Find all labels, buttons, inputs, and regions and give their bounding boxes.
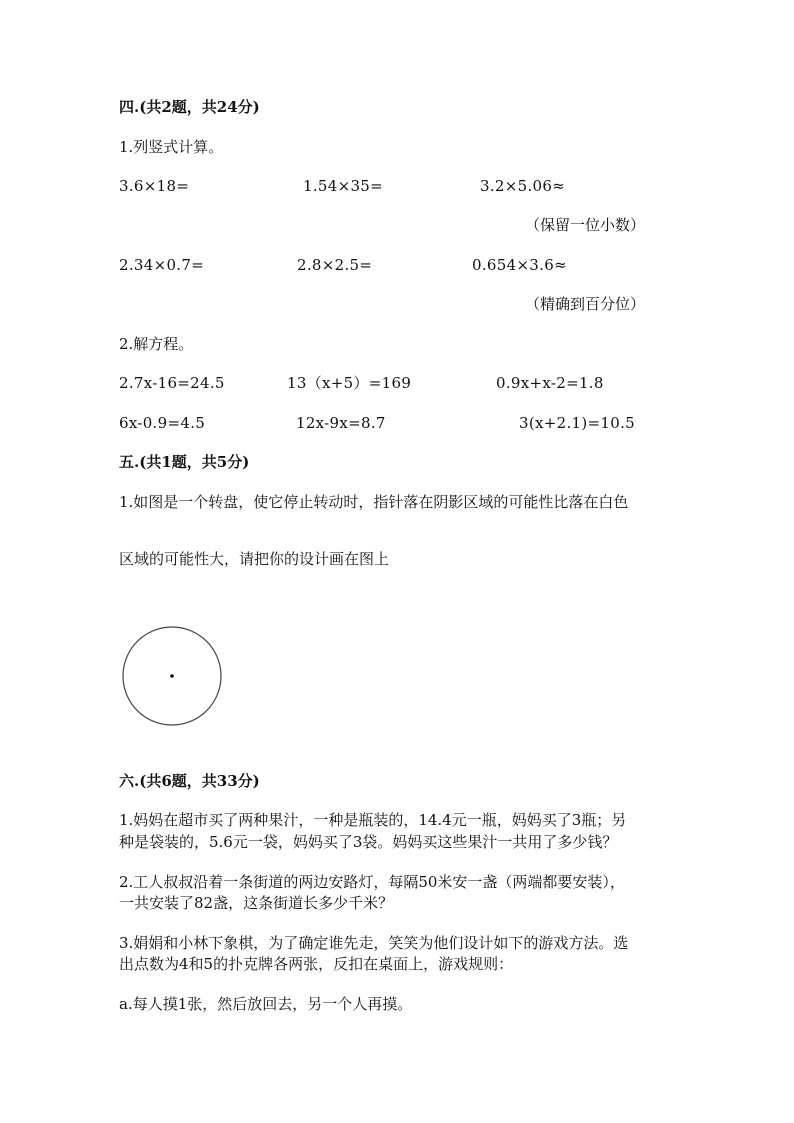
section-6-q3-rule-a: a.每人摸1张，然后放回去，另一个人再摸。 <box>119 995 413 1013</box>
equation-item: 0.9x+x-2=1.8 <box>496 374 604 392</box>
spinner-circle[interactable] <box>119 624 225 730</box>
calc-item: 3.6×18= <box>119 177 190 195</box>
section-6-q2-line2: 一共安装了82盏，这条街道长多少千米？ <box>119 894 394 912</box>
section-4-title: 四.(共2题，共24分) <box>119 98 260 116</box>
section-5-title: 五.(共1题，共5分) <box>119 453 250 471</box>
section-6-q3-line2: 出点数为4和5的扑克牌各两张，反扣在桌面上，游戏规则： <box>119 955 514 973</box>
section-6-q1-line1: 1.妈妈在超市买了两种果汁，一种是瓶装的，14.4元一瓶，妈妈买了3瓶；另 <box>119 811 627 829</box>
calc-item: 2.34×0.7= <box>119 256 205 274</box>
section-5-q1-line2: 区域的可能性大，请把你的设计画在图上 <box>119 550 390 568</box>
calc-item: 2.8×2.5= <box>297 256 373 274</box>
calc-note: （精确到百分位） <box>525 295 646 313</box>
spinner-center-dot <box>170 674 174 678</box>
section-5-q1-line1: 1.如图是一个转盘，使它停止转动时，指针落在阴影区域的可能性比落在白色 <box>119 493 629 511</box>
calc-item: 0.654×3.6≈ <box>472 256 567 274</box>
calc-item: 3.2×5.06≈ <box>480 177 566 195</box>
section-6-q2-line1: 2.工人叔叔沿着一条街道的两边安路灯，每隔50米安一盏（两端都要安装）， <box>119 873 625 891</box>
equation-item: 13（x+5）=169 <box>287 374 412 392</box>
section-4-q1-title: 1.列竖式计算。 <box>119 138 224 156</box>
equation-item: 2.7x-16=24.5 <box>119 374 225 392</box>
section-6-q3-line1: 3.娟娟和小林下象棋，为了确定谁先走，笑笑为他们设计如下的游戏方法。选 <box>119 934 629 952</box>
section-4-q2-title: 2.解方程。 <box>119 335 194 353</box>
equation-item: 12x-9x=8.7 <box>296 414 386 432</box>
section-6-title: 六.(共6题，共33分) <box>119 772 260 790</box>
section-6-q1-line2: 种是袋装的，5.6元一袋，妈妈买了3袋。妈妈买这些果汁一共用了多少钱？ <box>119 833 618 851</box>
calc-item: 1.54×35= <box>303 177 384 195</box>
equation-item: 6x-0.9=4.5 <box>119 414 206 432</box>
calc-note: （保留一位小数） <box>525 216 646 234</box>
equation-item: 3(x+2.1)=10.5 <box>519 414 635 432</box>
